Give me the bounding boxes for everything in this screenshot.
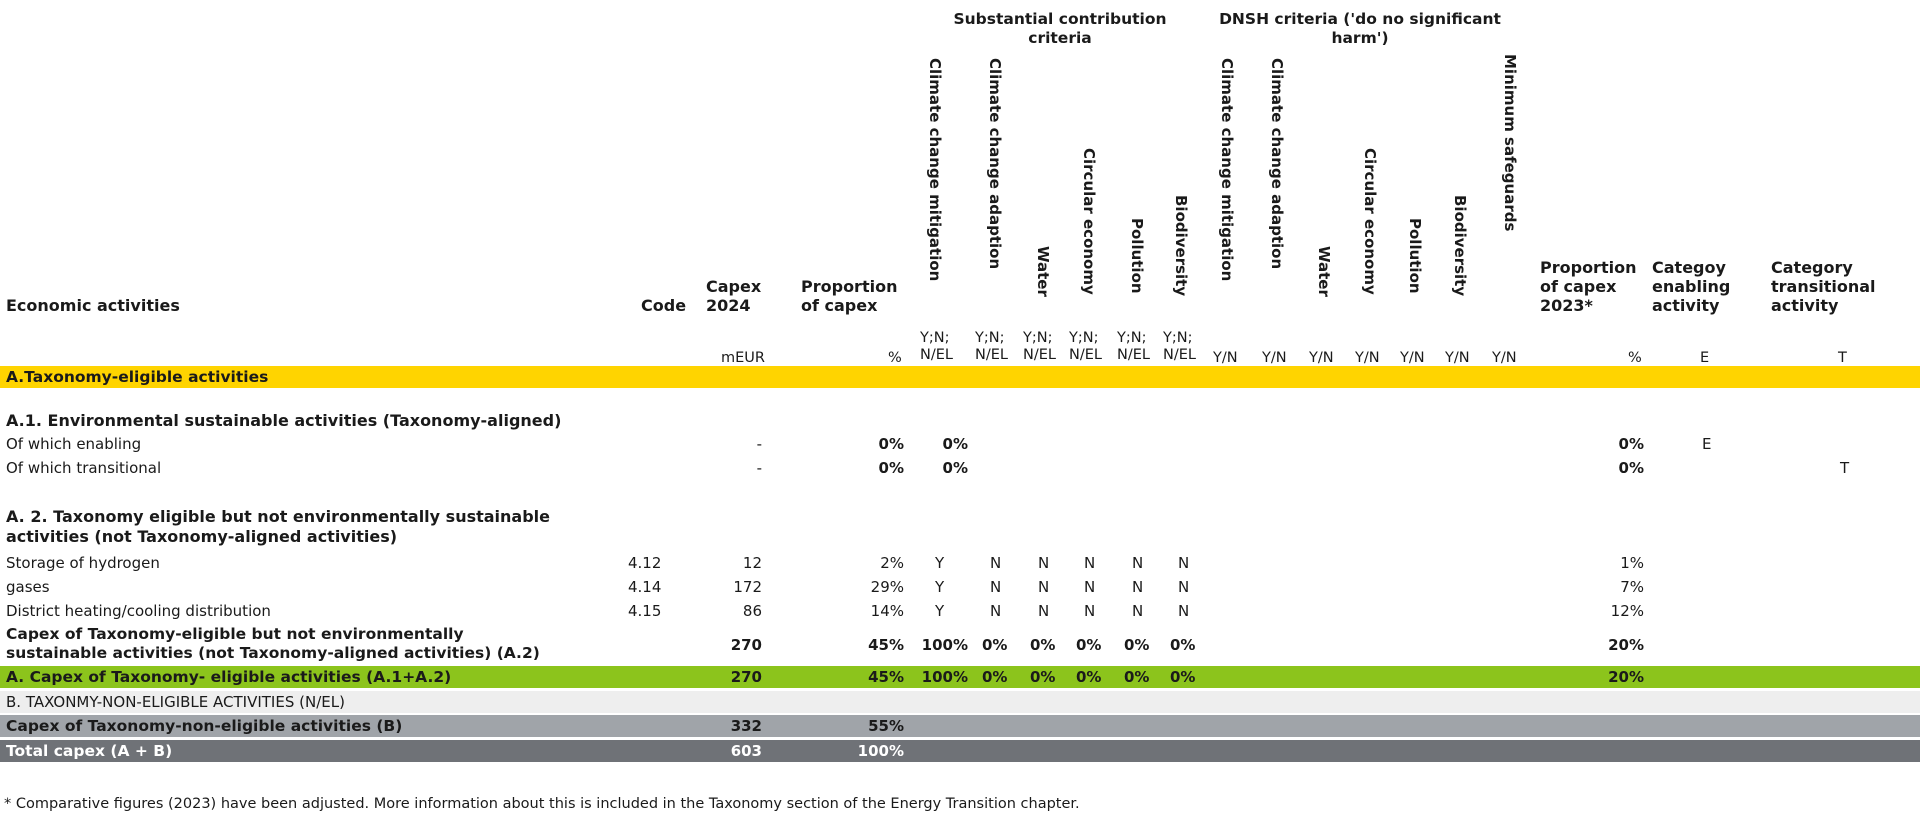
- activity-sc-ccm: Y: [935, 554, 945, 572]
- activity-capex: 172: [733, 578, 762, 596]
- unit-dnsh-safeguards: Y/N: [1492, 350, 1517, 366]
- activity-proportion: 14%: [870, 602, 904, 620]
- a2-total-label: Capex of Taxonomy-eligible but not environmentally sustainable activities (not Taxonomy-aligned activities) (A.2): [6, 625, 540, 662]
- grand-total-capex: 603: [730, 742, 762, 760]
- sc-col-circular-header: Circular economy: [1080, 148, 1098, 295]
- header-economic-activities: Economic activities: [6, 296, 180, 315]
- a-total-label: A. Capex of Taxonomy- eligible activities (A.1+A.2): [6, 668, 452, 686]
- activity-row-storage-hydrogen: [0, 554, 1920, 574]
- grand-total-row: [0, 740, 1920, 762]
- sc-col-water-header: Water: [1034, 246, 1052, 297]
- activity-label: District heating/cooling distribution: [6, 602, 271, 620]
- a-total-proportion-2023: 20%: [1608, 668, 1644, 686]
- a2-total-sc-biodiversity: 0%: [1170, 636, 1196, 654]
- a2-total-sc-water: 0%: [1030, 636, 1056, 654]
- footnote: * Comparative figures (2023) have been adjusted. More information about this is included in the Taxonomy section of the Energy Transition chapter.: [4, 796, 1080, 812]
- sc-col-cca-header: Climate change adaption: [986, 58, 1004, 270]
- activity-sc-water: N: [1038, 554, 1050, 572]
- a-total-sc-circular: 0%: [1076, 668, 1102, 686]
- section-a-title: A.Taxonomy-eligible activities: [6, 368, 269, 386]
- a2-total-capex: 270: [730, 636, 762, 654]
- dnsh-col-biodiversity-header: Biodiversity: [1451, 195, 1469, 297]
- dnsh-col-pollution-header: Pollution: [1406, 218, 1424, 294]
- unit-dnsh-pollution: Y/N: [1400, 350, 1425, 366]
- unit-sc-cca: Y;N; N/EL: [975, 330, 1008, 363]
- b-total-proportion: 55%: [868, 717, 904, 735]
- activity-capex: 12: [742, 554, 762, 572]
- activity-proportion-2023: 1%: [1620, 554, 1644, 572]
- activity-sc-circular: N: [1084, 554, 1096, 572]
- activity-sc-circular: N: [1084, 578, 1096, 596]
- enabling-category: E: [1702, 435, 1712, 453]
- a-total-sc-biodiversity: 0%: [1170, 668, 1196, 686]
- a-total-sc-cca: 0%: [982, 668, 1008, 686]
- unit-dnsh-water: Y/N: [1309, 350, 1334, 366]
- dnsh-col-water-header: Water: [1315, 246, 1333, 297]
- enabling-proportion: 0%: [878, 435, 904, 453]
- transitional-category: T: [1840, 459, 1850, 477]
- b-total-label: Capex of Taxonomy-non-eligible activities (B): [6, 717, 403, 735]
- activity-sc-water: N: [1038, 578, 1050, 596]
- a-total-sc-ccm: 100%: [921, 668, 968, 686]
- a2-total-row: [0, 625, 1920, 667]
- enabling-proportion-2023: 0%: [1618, 435, 1644, 453]
- unit-proportion-2023: %: [1628, 350, 1642, 366]
- activity-sc-pollution: N: [1132, 554, 1144, 572]
- activity-sc-ccm: Y: [935, 578, 945, 596]
- enabling-capex: -: [756, 435, 762, 453]
- enabling-ccm: 0%: [942, 435, 968, 453]
- a2-total-proportion-2023: 20%: [1608, 636, 1644, 654]
- activity-proportion-2023: 7%: [1620, 578, 1644, 596]
- transitional-capex: -: [756, 459, 762, 477]
- activity-proportion: 29%: [870, 578, 904, 596]
- activity-sc-biodiversity: N: [1178, 602, 1190, 620]
- header-proportion-2023: Proportion of capex 2023*: [1540, 258, 1637, 315]
- a-total-capex: 270: [730, 668, 762, 686]
- header-transitional: Category transitional activity: [1771, 258, 1876, 315]
- b-total-capex: 332: [730, 717, 762, 735]
- a-total-sc-water: 0%: [1030, 668, 1056, 686]
- activity-sc-water: N: [1038, 602, 1050, 620]
- unit-dnsh-biodiversity: Y/N: [1445, 350, 1470, 366]
- activity-capex: 86: [742, 602, 762, 620]
- unit-dnsh-cca: Y/N: [1262, 350, 1287, 366]
- activity-sc-biodiversity: N: [1178, 578, 1190, 596]
- header-code: Code: [641, 296, 687, 315]
- sc-col-biodiversity-header: Biodiversity: [1172, 195, 1190, 297]
- activity-sc-cca: N: [990, 602, 1002, 620]
- sc-col-ccm-header: Climate change mitigation: [926, 58, 944, 282]
- transitional-ccm: 0%: [942, 459, 968, 477]
- a2-total-proportion: 45%: [868, 636, 904, 654]
- transitional-proportion: 0%: [878, 459, 904, 477]
- unit-sc-ccm: Y;N; N/EL: [920, 330, 953, 363]
- activity-sc-ccm: Y: [935, 602, 945, 620]
- transitional-label: Of which transitional: [6, 459, 162, 477]
- dnsh-col-safeguards-header: Minimum safeguards: [1501, 54, 1519, 232]
- grand-total-proportion: 100%: [857, 742, 904, 760]
- a-total-proportion: 45%: [868, 668, 904, 686]
- activity-code: 4.12: [628, 554, 662, 572]
- unit-dnsh-ccm: Y/N: [1213, 350, 1238, 366]
- activity-proportion: 2%: [880, 554, 904, 572]
- unit-capex: mEUR: [721, 350, 765, 366]
- unit-sc-biodiversity: Y;N; N/EL: [1163, 330, 1196, 363]
- activity-row-district-heating: [0, 602, 1920, 622]
- unit-sc-water: Y;N; N/EL: [1023, 330, 1056, 363]
- dnsh-col-ccm-header: Climate change mitigation: [1218, 58, 1236, 282]
- section-b-title: B. TAXONMY-NON-ELIGIBLE ACTIVITIES (N/EL): [6, 693, 345, 711]
- activity-sc-pollution: N: [1132, 578, 1144, 596]
- unit-sc-circular: Y;N; N/EL: [1069, 330, 1102, 363]
- header-capex: Capex 2024: [706, 277, 762, 315]
- a1-title: A.1. Environmental sustainable activities (Taxonomy-aligned): [6, 411, 562, 430]
- activity-label: gases: [6, 578, 50, 596]
- sc-col-pollution-header: Pollution: [1128, 218, 1146, 294]
- enabling-label: Of which enabling: [6, 435, 142, 453]
- unit-transitional: T: [1838, 350, 1847, 366]
- unit-enabling: E: [1700, 350, 1710, 366]
- group-dnsh: DNSH criteria ('do no significant harm'): [1219, 10, 1501, 47]
- grand-total-label: Total capex (A + B): [6, 742, 173, 760]
- header-enabling: Categoy enabling activity: [1652, 258, 1731, 315]
- activity-sc-circular: N: [1084, 602, 1096, 620]
- group-substantial-contribution: Substantial contribution criteria: [953, 10, 1167, 47]
- transitional-row: [0, 459, 1920, 479]
- activity-proportion-2023: 12%: [1610, 602, 1644, 620]
- section-b-band: [0, 691, 1920, 713]
- activity-sc-biodiversity: N: [1178, 554, 1190, 572]
- transitional-proportion-2023: 0%: [1618, 459, 1644, 477]
- header-proportion: Proportion of capex: [801, 277, 898, 315]
- unit-proportion: %: [888, 350, 902, 366]
- a2-total-sc-ccm: 100%: [921, 636, 968, 654]
- activity-sc-cca: N: [990, 554, 1002, 572]
- activity-row-gases: [0, 578, 1920, 598]
- a-total-row: [0, 666, 1920, 688]
- activity-sc-pollution: N: [1132, 602, 1144, 620]
- b-total-row: [0, 715, 1920, 737]
- activity-sc-cca: N: [990, 578, 1002, 596]
- activity-label: Storage of hydrogen: [6, 554, 160, 572]
- a2-title: A. 2. Taxonomy eligible but not environmentally sustainable activities (not Taxonomy-aligned activities): [6, 507, 551, 546]
- a2-total-sc-pollution: 0%: [1124, 636, 1150, 654]
- a-total-sc-pollution: 0%: [1124, 668, 1150, 686]
- a2-total-sc-cca: 0%: [982, 636, 1008, 654]
- unit-dnsh-circular: Y/N: [1355, 350, 1380, 366]
- activity-code: 4.14: [628, 578, 662, 596]
- dnsh-col-circular-header: Circular economy: [1361, 148, 1379, 295]
- section-a-band: [0, 366, 1920, 388]
- unit-sc-pollution: Y;N; N/EL: [1117, 330, 1150, 363]
- enabling-row: [0, 435, 1920, 455]
- a2-total-sc-circular: 0%: [1076, 636, 1102, 654]
- dnsh-col-cca-header: Climate change adaption: [1268, 58, 1286, 270]
- activity-code: 4.15: [628, 602, 662, 620]
